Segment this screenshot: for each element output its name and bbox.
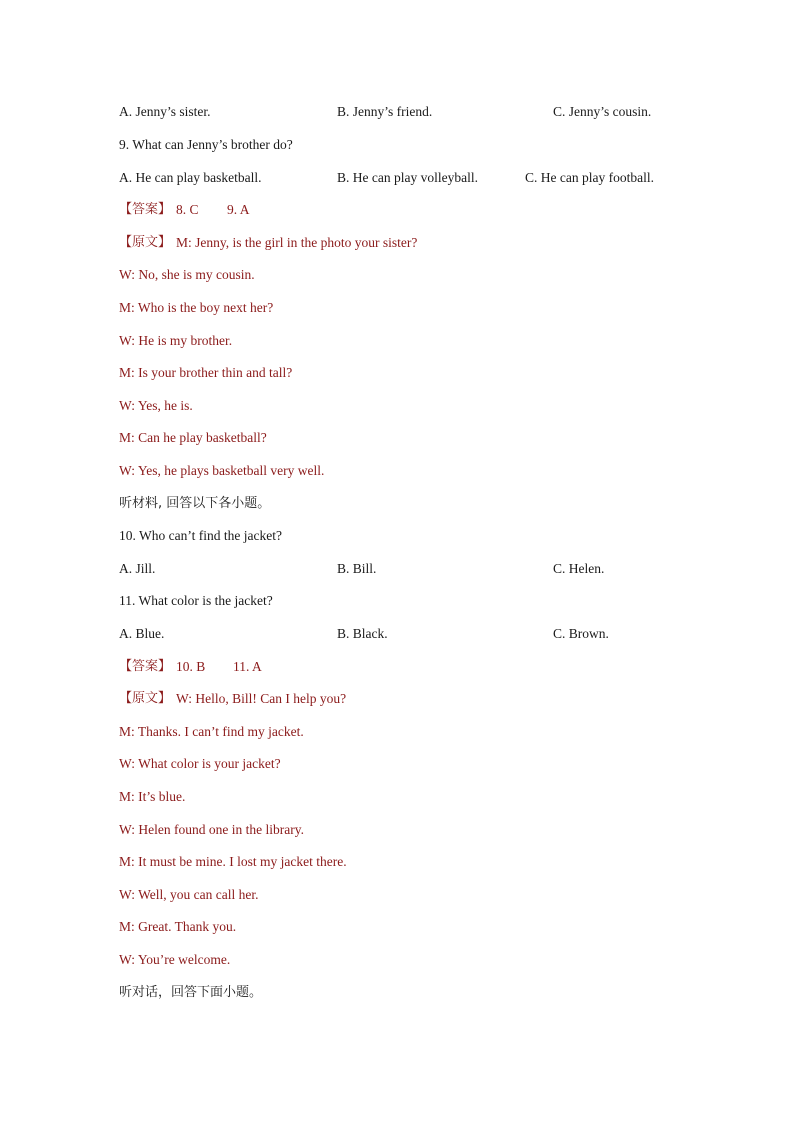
q8-option-c: C. Jenny’s cousin.	[553, 104, 652, 119]
transcript-line: W: Helen found one in the library.	[119, 822, 304, 837]
q8-option-a: A. Jenny’s sister.	[119, 104, 211, 119]
q11-question: 11. What color is the jacket?	[119, 593, 273, 608]
transcript-line: M: It’s blue.	[119, 789, 186, 804]
transcript-line: W: You’re welcome.	[119, 952, 231, 967]
transcript-line: M: Is your brother thin and tall?	[119, 365, 293, 380]
q11-option-b: B. Black.	[337, 626, 388, 641]
q10-question: 10. Who can’t find the jacket?	[119, 528, 282, 543]
q11-option-a: A. Blue.	[119, 626, 165, 641]
transcript-line: M: Jenny, is the girl in the photo your sister?	[176, 235, 418, 250]
transcript-line: W: Yes, he is.	[119, 398, 193, 413]
section-instruction: 听对话，回答下面小题。	[119, 985, 263, 1000]
q10-option-c: C. Helen.	[553, 561, 605, 576]
answer-label: 【答案】	[119, 659, 172, 674]
transcript-line: M: Thanks. I can’t find my jacket.	[119, 724, 304, 739]
q11-option-c: C. Brown.	[553, 626, 609, 641]
q10-option-b: B. Bill.	[337, 561, 377, 576]
transcript-line: M: Great. Thank you.	[119, 919, 237, 934]
transcript-line: W: No, she is my cousin.	[119, 267, 255, 282]
q10-option-a: A. Jill.	[119, 561, 156, 576]
transcript-line: W: Well, you can call her.	[119, 887, 259, 902]
transcript-label: 【原文】	[119, 235, 172, 250]
q9-option-c: C. He can play football.	[525, 170, 654, 185]
answer-10: 10. B	[176, 659, 206, 674]
answer-8: 8. C	[176, 202, 199, 217]
q9-option-b: B. He can play volleyball.	[337, 170, 478, 185]
transcript-line: M: Can he play basketball?	[119, 430, 267, 445]
transcript-line: W: He is my brother.	[119, 333, 233, 348]
transcript-line: M: Who is the boy next her?	[119, 300, 274, 315]
q8-option-b: B. Jenny’s friend.	[337, 104, 433, 119]
transcript-label: 【原文】	[119, 691, 172, 706]
q9-option-a: A. He can play basketball.	[119, 170, 262, 185]
answer-9: 9. A	[227, 202, 250, 217]
transcript-line: W: Hello, Bill! Can I help you?	[176, 691, 347, 706]
transcript-line: M: It must be mine. I lost my jacket there.	[119, 854, 347, 869]
transcript-line: W: Yes, he plays basketball very well.	[119, 463, 325, 478]
transcript-line: W: What color is your jacket?	[119, 756, 281, 771]
answer-11: 11. A	[233, 659, 262, 674]
q9-question: 9. What can Jenny’s brother do?	[119, 137, 293, 152]
section-instruction: 听材料, 回答以下各小题。	[119, 496, 271, 511]
answer-label: 【答案】	[119, 202, 172, 217]
